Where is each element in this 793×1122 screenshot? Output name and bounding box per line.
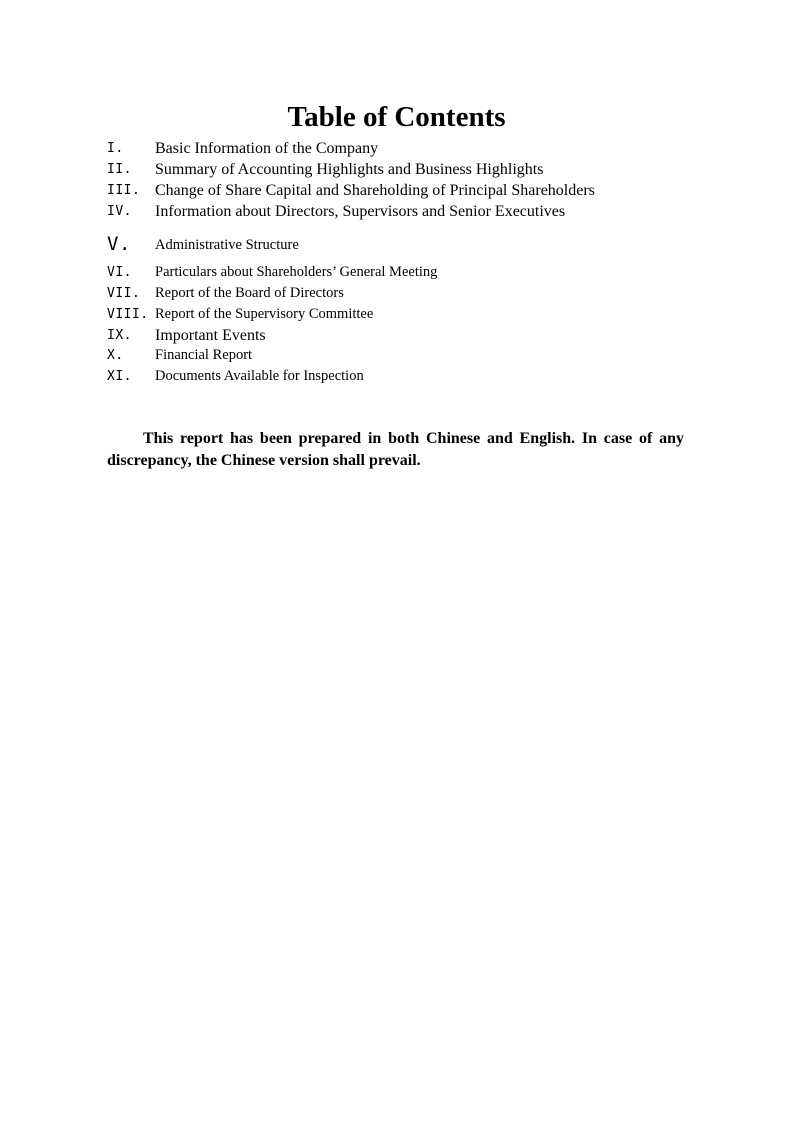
- toc-entry-number: VIII.: [107, 307, 149, 322]
- toc-entry-label: Basic Information of the Company: [155, 140, 379, 157]
- toc-entry-number: I.: [107, 141, 124, 156]
- toc-entry-number: VI.: [107, 265, 132, 280]
- toc-entry-label: Particulars about Shareholders’ General Meeting: [155, 264, 438, 280]
- toc-entry-number: VII.: [107, 286, 141, 301]
- toc-entry-number: IX.: [107, 328, 132, 343]
- toc-entry-number: X.: [107, 348, 124, 363]
- toc-entry-label: Important Events: [155, 327, 266, 344]
- toc-entry-label: Financial Report: [155, 347, 253, 363]
- language-note: This report has been prepared in both Chinese and English. In case of any discrepancy, the Chinese version shall prevail.: [107, 430, 684, 469]
- toc-entry-label: Report of the Supervisory Committee: [155, 306, 374, 322]
- toc-entry-label: Summary of Accounting Highlights and Business Highlights: [155, 161, 544, 178]
- toc-entry-label: Information about Directors, Supervisors and Senior Executives: [155, 203, 566, 220]
- toc-entry-label: Documents Available for Inspection: [155, 368, 364, 384]
- page-title: Table of Contents: [287, 101, 506, 133]
- toc-entry-number: III.: [107, 183, 141, 198]
- toc-entry-label: Change of Share Capital and Shareholding of Principal Shareholders: [155, 182, 595, 199]
- toc-entry-number: XI.: [107, 369, 132, 384]
- toc-entry-number: IV.: [107, 204, 132, 219]
- toc-entry-number: II.: [107, 162, 132, 177]
- toc-entry-number: V.: [107, 233, 131, 255]
- toc-entry-label: Report of the Board of Directors: [155, 285, 344, 301]
- toc-entry-label: Administrative Structure: [155, 237, 299, 253]
